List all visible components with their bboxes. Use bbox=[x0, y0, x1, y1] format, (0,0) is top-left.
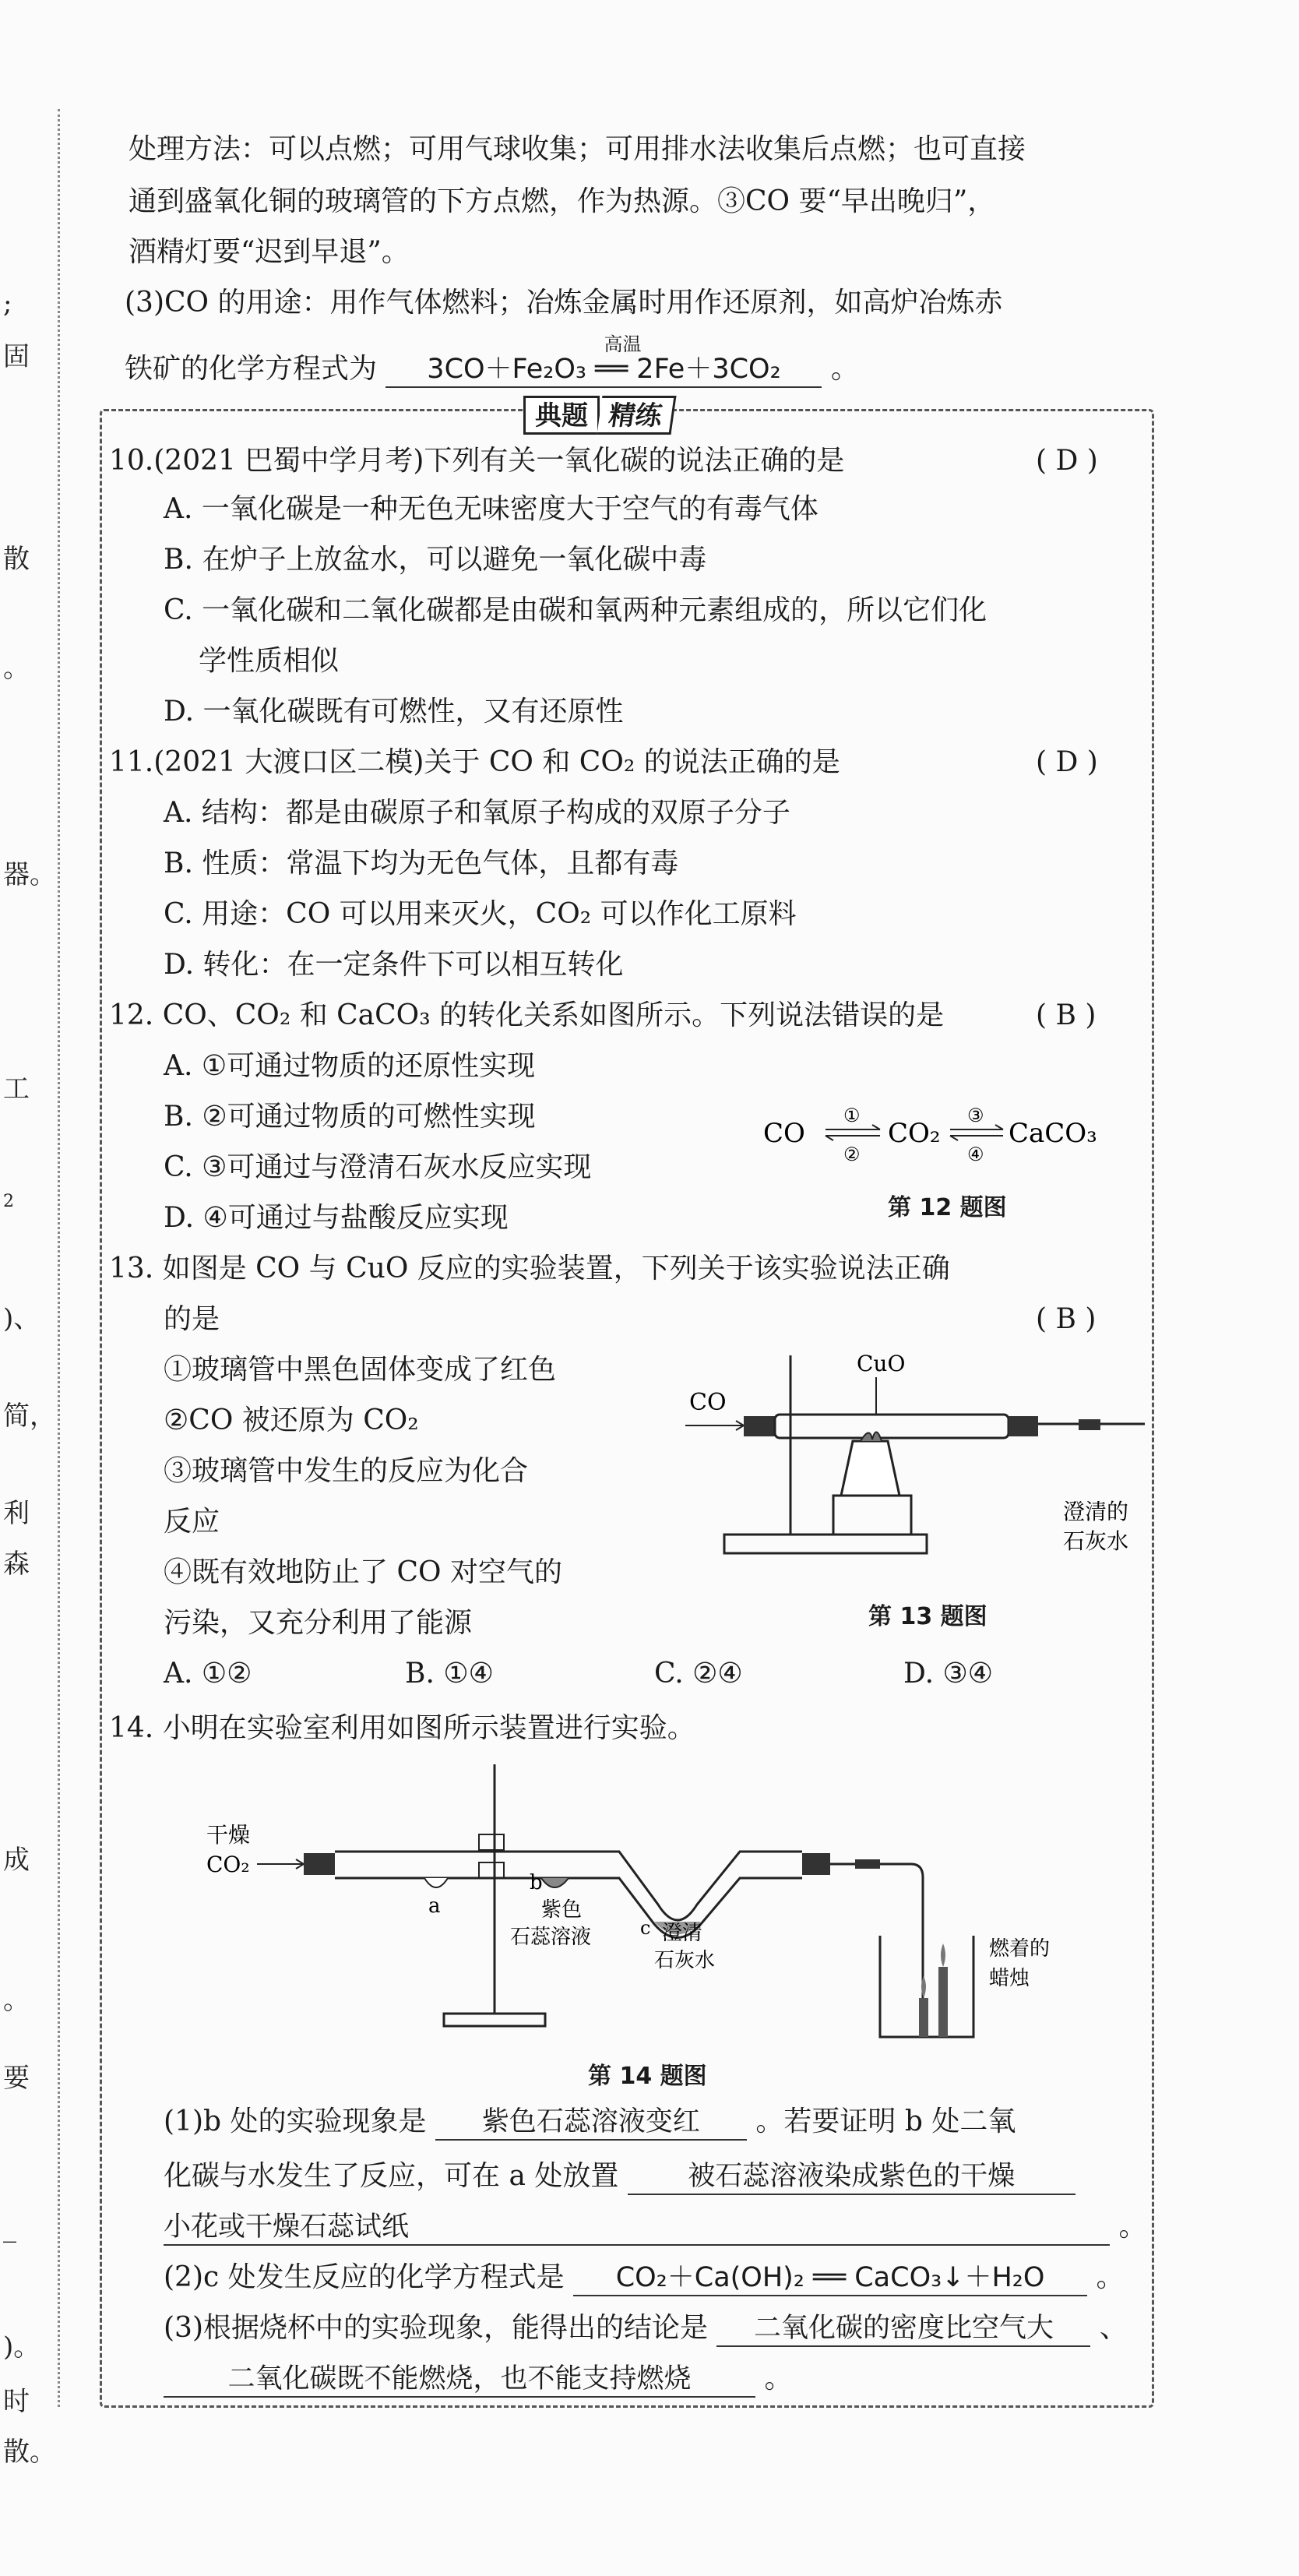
q14-p1-answer-2: 被石蕊溶液染成紫色的干燥 bbox=[628, 2159, 1075, 2195]
margin-char: 要 bbox=[3, 2063, 30, 2094]
period: 。 bbox=[830, 353, 859, 385]
q14-caption: 第 14 题图 bbox=[588, 2063, 707, 2090]
q14-part-1-line-3 bbox=[164, 2208, 1146, 2246]
q14-part-1-line-1 bbox=[164, 2103, 1016, 2141]
q11-stem: 11.(2021 大渡口区二模)关于 CO 和 CO₂ 的说法正确的是 bbox=[109, 746, 840, 778]
margin-char: 简， bbox=[3, 1401, 56, 1432]
q11-option-c: C. 用途：CO 可以用来灭火，CO₂ 可以作化工原料 bbox=[164, 898, 797, 930]
limewater-label-1: 澄清 bbox=[662, 1922, 703, 1945]
co-uses-prefix: 铁矿的化学方程式为 bbox=[125, 353, 378, 385]
q13-option-d: D. ③④ bbox=[903, 1658, 994, 1690]
q14-p1-line2-prefix: 化碳与水发生了反应，可在 a 处放置 bbox=[164, 2160, 619, 2192]
section-badge bbox=[523, 396, 674, 435]
right-stopper bbox=[802, 1853, 830, 1875]
margin-dotted-line bbox=[58, 109, 60, 2407]
q13-option-a: A. ①② bbox=[164, 1658, 252, 1690]
left-stopper bbox=[744, 1416, 775, 1436]
q10-answer: ( D ) bbox=[1036, 445, 1098, 477]
period: 。 bbox=[764, 2363, 793, 2395]
label-3: ③ bbox=[967, 1105, 984, 1126]
right-stopper bbox=[1009, 1416, 1038, 1436]
q14-p3-prefix: (3)根据烧杯中的实验现象，能得出的结论是 bbox=[164, 2312, 708, 2344]
q14-part-3-line-2 bbox=[164, 2360, 792, 2398]
period: 。 bbox=[1096, 2261, 1125, 2293]
q12-answer: ( B ) bbox=[1036, 999, 1097, 1031]
candle-label-1: 燃着的 bbox=[989, 1937, 1051, 1961]
q14-p1-prefix: (1)b 处的实验现象是 bbox=[164, 2106, 427, 2137]
alcohol-lamp bbox=[841, 1441, 899, 1496]
margin-char: 。 bbox=[3, 1985, 30, 2016]
label-a: a bbox=[428, 1894, 441, 1918]
dry-co2-label-2: CO₂ bbox=[206, 1852, 250, 1877]
q13-statement-4-cont: 污染，又充分利用了能源 bbox=[164, 1607, 473, 1639]
q12-option-d: D. ④可通过与盐酸反应实现 bbox=[164, 1202, 509, 1234]
q13-stem-line-2: 的是 bbox=[164, 1303, 220, 1335]
label-b: b bbox=[530, 1871, 543, 1894]
co-inlet-label: CO bbox=[689, 1389, 727, 1416]
q14-p1-mid: 。若要证明 b 处二氧 bbox=[755, 2106, 1016, 2137]
intro-line-2: 通到盛氧化铜的玻璃管的下方点燃，作为热源。③CO 要“早出晚归”， bbox=[128, 185, 996, 217]
candle-short bbox=[919, 1998, 928, 2037]
margin-char: 固 bbox=[3, 341, 30, 372]
smelting-equation-text: 3CO＋Fe₂O₃ ══ 2Fe＋3CO₂ bbox=[427, 354, 781, 385]
label-1: ① bbox=[843, 1105, 861, 1126]
litmus-label-1: 紫色 bbox=[541, 1898, 583, 1922]
v-shaped-glass-tube bbox=[335, 1852, 802, 1938]
glass-tube bbox=[775, 1415, 1009, 1438]
q13-option-b: B. ①④ bbox=[405, 1658, 494, 1690]
candle-label-2: 蜡烛 bbox=[989, 1967, 1030, 1990]
q14-p2-equation: CO₂＋Ca(OH)₂ ══ CaCO₃↓＋H₂O bbox=[573, 2261, 1087, 2296]
stand-base bbox=[444, 2014, 545, 2026]
margin-char: 散。 bbox=[3, 2437, 56, 2468]
q10-option-a: A. 一氧化碳是一种无色无味密度大于空气的有毒气体 bbox=[164, 493, 818, 525]
q14-stem: 14. 小明在实验室利用如图所示装置进行实验。 bbox=[109, 1712, 695, 1744]
species-co2: CO₂ bbox=[888, 1118, 941, 1149]
co-uses-line-1: (3)CO 的用途：用作气体燃料；冶炼金属时用作还原剂，如高炉冶炼赤 bbox=[125, 287, 1003, 319]
margin-char: 成 bbox=[3, 1845, 30, 1876]
limewater-label-2: 石灰水 bbox=[1063, 1528, 1129, 1554]
intro-line-1: 处理方法：可以点燃；可用气球收集；可用排水法收集后点燃；也可直接 bbox=[128, 133, 1026, 165]
badge-right: 精练 bbox=[597, 396, 676, 435]
margin-char: 器。 bbox=[3, 859, 56, 890]
q10-stem: 10.(2021 巴蜀中学月考)下列有关一氧化碳的说法正确的是 bbox=[109, 445, 845, 477]
q14-part-1-line-2 bbox=[164, 2158, 1075, 2195]
co-uses-line-2 bbox=[125, 333, 859, 388]
q13-statement-3: ③玻璃管中发生的反应为化合 bbox=[164, 1455, 529, 1487]
q14-part-3-line-1 bbox=[164, 2310, 1128, 2347]
q14-p2-prefix: (2)c 处发生反应的化学方程式是 bbox=[164, 2261, 565, 2293]
left-margin-fragments bbox=[0, 0, 55, 2576]
q14-part-2 bbox=[164, 2259, 1125, 2296]
q14-p1-answer: 紫色石蕊溶液变红 bbox=[435, 2105, 747, 2141]
limewater-label-1: 澄清的 bbox=[1063, 1499, 1129, 1524]
q11-option-b: B. 性质：常温下均为无色气体，且都有毒 bbox=[164, 848, 679, 879]
left-stopper bbox=[304, 1853, 335, 1875]
label-2: ② bbox=[843, 1144, 861, 1165]
margin-char: 时 bbox=[3, 2386, 30, 2417]
q12-option-c: C. ③可通过与澄清石灰水反应实现 bbox=[164, 1151, 592, 1183]
q12-caption: 第 12 题图 bbox=[888, 1194, 1007, 1221]
q13-stem-line-1: 13. 如图是 CO 与 CuO 反应的实验装置，下列关于该实验说法正确 bbox=[109, 1253, 950, 1284]
margin-char: ; bbox=[3, 288, 12, 319]
intro-line-3: 酒精灯要“迟到早退”。 bbox=[128, 236, 410, 268]
q14-p3-answer: 二氧化碳的密度比空气大 bbox=[716, 2311, 1090, 2347]
dry-co2-label-1: 干燥 bbox=[206, 1822, 251, 1848]
margin-char: 散 bbox=[3, 544, 30, 575]
q12-stem: 12. CO、CO₂ 和 CaCO₃ 的转化关系如图所示。下列说法错误的是 bbox=[109, 999, 945, 1031]
q13-statement-4: ④既有效地防止了 CO 对空气的 bbox=[164, 1556, 562, 1588]
q11-answer: ( D ) bbox=[1036, 746, 1098, 778]
label-c: c bbox=[640, 1917, 651, 1939]
margin-char: _ bbox=[3, 2212, 16, 2243]
species-co: CO bbox=[763, 1118, 805, 1149]
badge-left: 典题 bbox=[523, 396, 600, 435]
rubber-joint bbox=[1079, 1419, 1100, 1430]
stand-base bbox=[724, 1535, 927, 1553]
margin-char: 森 bbox=[3, 1549, 30, 1580]
margin-char: )。 bbox=[3, 2331, 40, 2363]
candle-tall bbox=[938, 1967, 948, 2037]
rubber-joint bbox=[855, 1859, 880, 1869]
margin-char: 工 bbox=[3, 1073, 30, 1105]
q12-conversion-diagram bbox=[755, 1091, 1129, 1176]
q13-statement-1: ①玻璃管中黑色固体变成了红色 bbox=[164, 1354, 557, 1386]
q10-option-c-line-2: 学性质相似 bbox=[199, 645, 340, 677]
q13-apparatus-figure bbox=[678, 1340, 1145, 1589]
q12-option-b: B. ②可通过物质的可燃性实现 bbox=[164, 1101, 536, 1133]
litmus-label-2: 石蕊溶液 bbox=[510, 1926, 592, 1949]
q10-option-b: B. 在炉子上放盆水，可以避免一氧化碳中毒 bbox=[164, 544, 707, 576]
margin-char: 利 bbox=[3, 1498, 30, 1529]
outlet-tube bbox=[830, 1864, 923, 2006]
comma: 、 bbox=[1099, 2312, 1128, 2344]
clamp-bottom bbox=[479, 1862, 504, 1878]
lamp-stand bbox=[833, 1496, 911, 1535]
limewater-label-2: 石灰水 bbox=[654, 1949, 716, 1972]
q13-answer: ( B ) bbox=[1036, 1303, 1097, 1335]
well-b-litmus bbox=[541, 1878, 569, 1887]
margin-char: 2 bbox=[3, 1192, 14, 1211]
label-4: ④ bbox=[967, 1144, 984, 1165]
q11-option-a: A. 结构：都是由碳原子和氧原子构成的双原子分子 bbox=[164, 797, 790, 829]
q10-option-d: D. 一氧化碳既有可燃性，又有还原性 bbox=[164, 696, 624, 728]
q10-option-c-line-1: C. 一氧化碳和二氧化碳都是由碳和氧两种元素组成的，所以它们化 bbox=[164, 594, 987, 626]
margin-char: 。 bbox=[3, 653, 30, 684]
margin-char: )、 bbox=[3, 1303, 40, 1334]
flame-icon bbox=[861, 1432, 882, 1441]
reaction-condition: 高温 bbox=[604, 333, 642, 355]
species-caco3: CaCO₃ bbox=[1009, 1118, 1097, 1149]
cuo-label: CuO bbox=[857, 1351, 906, 1376]
q14-p1-answer-3: 小花或干燥石蕊试纸 bbox=[164, 2210, 1110, 2246]
smelting-equation bbox=[385, 333, 822, 388]
period: 。 bbox=[1118, 2211, 1147, 2243]
q13-caption: 第 13 题图 bbox=[868, 1603, 987, 1630]
q11-option-d: D. 转化：在一定条件下可以相互转化 bbox=[164, 949, 624, 981]
q14-apparatus-figure bbox=[195, 1757, 1090, 2053]
q12-option-a: A. ①可通过物质的还原性实现 bbox=[164, 1050, 536, 1082]
q14-p3-answer-2: 二氧化碳既不能燃烧，也不能支持燃烧 bbox=[164, 2362, 755, 2398]
q13-statement-2: ②CO 被还原为 CO₂ bbox=[164, 1404, 419, 1436]
well-a bbox=[424, 1878, 448, 1887]
q13-statement-3-cont: 反应 bbox=[164, 1506, 220, 1538]
flame-tall-icon bbox=[941, 1943, 945, 1967]
clamp-top bbox=[479, 1834, 504, 1850]
q13-option-c: C. ②④ bbox=[654, 1658, 743, 1690]
